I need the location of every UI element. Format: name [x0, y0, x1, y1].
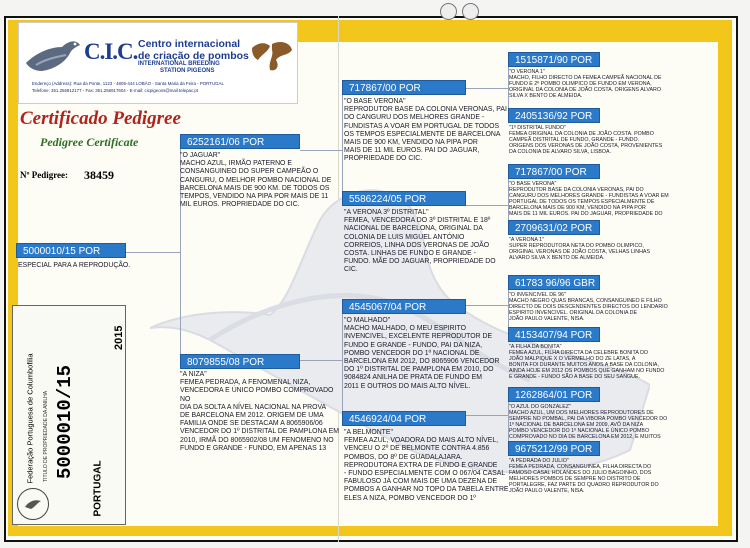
grandparent-description: "A VERONA 3º DISTRITAL" FEMEA, VENCEDORA DO 3º DISTRITAL E 18º NACIONAL DE BARCELONA, ORIGINAL DA COLONIA DE LUIS MIGUEL ANTÓNIO CORREIOS, LINHA DOS VERONAS DE JOÃO COSTA. LINHAS DE FUNDO E GRANDE - FUNDO. MÃE DO JAGUAR, PROPRIEDADE DO CIC.: [344, 209, 496, 274]
great-grandparent-ring-box: 9675212/99 POR: [508, 441, 600, 456]
yellow-border-right: [718, 20, 732, 536]
header-contacts: Telefone: 351.256912177 - Fax: 351.256917604 - E-mail: cicpigeons@mail.telepac.pt: [32, 88, 199, 93]
great-grandparent-description: "1º DISTRITAL FUNDO" FEMEA ORIGINAL DA COLONIA DE JOÃO COSTA. POMBO CAMPEÃ DISTRITAL DE FUNDO, GRANDE - FUNDO. ORIGENS DOS VERONAS DE JOÃO COSTA, PROVENIENTES DA COLONIA DE ALVARO SILVA, LISBOA.: [509, 125, 663, 156]
org-name-line1: Centro internacional: [138, 38, 241, 50]
grandparent-ring-box: 4546924/04 POR: [342, 411, 466, 426]
parent-description: "O JAGUAR" MACHO AZUL, IRMÃO PATERNO E CONSANGUINEO DO SUPER CAMPEÃO O CANGURU, O MELHOR POMBO NACIONAL DE BARCELONA MAIS DE 900 KM. DE TODOS OS TEMPOS, VENDIDO NA PIPA POR MAIS DE 11 MIL EUROS. PROPRIEDADE DO CIC.: [180, 152, 332, 209]
title-pt: Certificado Pedigree: [20, 108, 181, 129]
great-grandparent-description: "O INVENCIVEL DE 96" MACHO NEGRO QUAS BRANCAS, CONSANGUINEO E FILHO DIRECTO DE DOIS DESCENDENTES DIRECTOS DO LENDARIO ESPIRITO INVENCIVEL. ORIGINAL DA COLONIA DE JOÃO PAULO VALENTE, NISA.: [509, 292, 668, 323]
parent-description: "A NIZA" FEMEA PEDRADA, A FENOMENAL NIZA, VENCEDORA E ÚNICO POMBO COMPROVADO NO DIA DA SOLTA A NÍVEL NACIONAL NA PROVA DE BARCELONA EM 2012. ORIGEM DE UMA FAMILIA ONDE SE DESTACAM A 8065906/06 VENCEDOR DO 1º DISTRITAL DE PAMPLONA EM 2010, IRMÃ DO 8065902/08 UM FENOMENO NO FUNDO E GRANDE - FUNDO, EM APENAS 13: [180, 371, 339, 452]
great-grandparent-description: "A FILHA DA BONITA" FEMEA AZUL, FILHA DIRECTA DA CELEBRE BONITA DO JOÃO MALPIQUE X O VERMELHO DO ZE LATAS, A BONITA FOI DURANTE MUITOS ANOS A BASE DA COLONIA, AINDA HOJE EM 2012 OS POMBOS QUE GANHAM NO FUNDO E GRANDE - FUNDO SÃO A BASE DO SEU SANGUE.: [509, 344, 665, 381]
connector-line: [466, 305, 508, 306]
org-name-en-line2: STATION PIGEONS: [160, 68, 215, 74]
org-name-en-line1: INTERNATIONAL BREEDING: [138, 61, 220, 67]
great-grandparent-ring-box: 1515871/90 POR: [508, 52, 600, 67]
pedigree-number-value: 38459: [84, 168, 114, 182]
stamp-year: 2015: [113, 325, 125, 350]
connector-line: [466, 205, 508, 206]
federation-stamp: [12, 305, 126, 525]
great-grandparent-description: "A VERONA 1" SUPER REPRODUTORA NETA DO POMBO OLIMPICO, ORIGINAL VERONAS DE JOÃO COSTA, VELHAS LINHAS ALVARO SILVA X BENTO DE ALMEIDA.: [509, 237, 650, 262]
stamp-federation-name: Federação Portuguesa de Columbofilia: [25, 353, 35, 484]
stamp-country: PORTUGAL: [92, 460, 104, 517]
stamp-ring-number: 5000010/15: [54, 364, 76, 479]
grandparent-ring-box: 4545067/04 POR: [342, 299, 466, 314]
great-grandparent-ring-box: 717867/00 POR: [508, 164, 600, 179]
great-grandparent-ring-box: 61783 96/96 GBR: [508, 275, 600, 290]
great-grandparent-description: "O VERONA 1" MACHO, FILHO DIRECTO DA FEMEA CAMPEÃ NACIONAL DE FUNDO E 2º POMBO OLIMPICO DE FUNDO EM VERONA, ORIGINAL DA COLONIA DE JOÃO COSTA. ORIGENS ALVARO SILVA X BENTO DE ALMEIDA.: [509, 69, 662, 100]
grandparent-description: "O MALHADO" MACHO MALHADO, O MEU ESPIRITO INVENCIVEL, EXCELENTE REPRODUTOR DE FUNDO E GRANDE - FUNDO, PAI DA NIZA, POMBO VENCEDOR DO 1º NACIONAL DE BARCELONA EM 2012, DO 8065906 VENCEDOR DO 1º DISTRITAL DE PAMPLONA EM 2010, DO 9084824 ANILHA DE PRATA DE FUNDO EM 2011 E OUTROS DO MAIS ALTO NÍVEL.: [344, 317, 500, 390]
pedigree-number-label: Nº Pedigree:: [20, 170, 69, 180]
punch-hole: [462, 3, 479, 20]
parent-ring-box: 6252161/06 POR: [180, 134, 300, 149]
great-grandparent-ring-box: 4153407/94 POR: [508, 327, 600, 342]
subject-ring-box: 5000010/15 POR: [16, 243, 126, 258]
grandparent-ring-box: 717867/00 POR: [342, 80, 466, 95]
grandparent-description: "O BASE VERONA" REPRODUTOR BASE DA COLONIA VERONAS, PAI DO CANGURU DOS MELHORES GRANDE - FUNDISTAS A VOAR EM PORTUGAL DE TODOS OS TEMPOS ESPECIALMENTE DE BARCELONA MAIS DE 900 KM, VENDIDO NA PIPA POR MAIS DE 11 MIL EUROS. PAI DO JAGUAR, PROPRIEDADE DO CIC.: [344, 98, 507, 163]
connector-line: [466, 415, 508, 416]
grandparent-description: "A BELMONTE" FEMEA AZUL, VOADORA DO MAIS ALTO NÍVEL, VENCEU O 2º DE BELMONTE CONTRA 4.856 POMBOS, DO 8º DE GUADALAJARA. REPRODUTORA EXTRA DE FUNDO E GRANDE - FUNDO ESPECIALMENTE COM O 067/04 CASAL FABULOSO JÁ COM MAIS DE UMA DEZENA DE POMBOS A GANHAR NO TOPO DA TABELA ENTRE ELES A NIZA, POMBO VENCEDOR DO 1º: [344, 429, 509, 502]
connector-line: [300, 150, 342, 151]
federation-emblem-icon: [17, 488, 49, 520]
yellow-border-bottom: [8, 526, 732, 536]
stamp-subtitle: TITULO DE PROPRIEDADE DA ANILHA: [43, 390, 49, 482]
connector-line: [342, 88, 343, 206]
org-name-line2: de criação de pombos: [138, 50, 249, 62]
pigeon-logo-icon: [22, 33, 84, 79]
subject-description: ESPECIAL PARA A REPRODUÇÃO.: [18, 262, 131, 269]
parent-ring-box: 8079855/08 POR: [180, 354, 300, 369]
great-grandparent-ring-box: 2709631/02 POR: [508, 220, 600, 235]
great-grandparent-description: "A PEDRADA DO JULIO" FEMEA PEDRADA, CONSANGUINEA, FILHA DIRECTA DO FAMOSO CASAL HOLANDES DO JULIO BAGOINHO, DOS MELHORES POMBOS DE SEMPRE NO DISTRITO DE PORTALEGRE, FAZ PARTE DO QUADRO REPRODUTOR DO JOÃO PAULO VALENTE, NISA.: [509, 458, 659, 495]
connector-line: [466, 88, 508, 89]
great-grandparent-description: "O BASE VERONA" REPRODUTOR BASE DA COLONIA VERONAS, PAI DO CANGURU DOS MELHORES GRANDE - FUNDISTAS A VOAR EM PORTUGAL DE TODOS OS TEMPOS ESPECIALMENTE DE BARCELONA MAIS DE 900 KM, VENDIDO NA PIPA POR MAIS DE 11 MIL EUROS. PAI DO JAGUAR, PROPRIEDADE DO: [509, 181, 669, 218]
great-grandparent-description: "O AZUL DO GONZALEZ" MACHO AZUL, UM DOS MELHORES REPRODUTORES DE SEMPRE NO POMBAL, PAI DA VIBORA POMBO VENCEDOR DO 1º NACIONAL DE BARCELONA EM 2009, AVÔ DA NIZA POMBO VENCEDOR DO 1º NACIONAL E ÚNICO POMBO COMPROVADO NO DIA DE BARCELONA EM 2012, E MUITOS: [509, 404, 668, 441]
great-grandparent-ring-box: 1262864/01 POR: [508, 387, 600, 402]
logo-letters: C.I.C.: [84, 39, 138, 64]
great-grandparent-ring-box: 2405136/92 POR: [508, 108, 600, 123]
connector-line: [342, 305, 343, 420]
globe-map-icon: [250, 38, 294, 74]
title-en: Pedigree Certificate: [40, 135, 139, 149]
connector-line: [300, 360, 342, 361]
punch-hole: [440, 3, 457, 20]
grandparent-ring-box: 5586224/05 POR: [342, 191, 466, 206]
header-address: Endereço (Address): Rua da Ponte, 1123 - 4805-444 LOBÃO - Santa Maria da Feira - PORTUGAL: [32, 81, 224, 86]
connector-line: [126, 252, 180, 253]
